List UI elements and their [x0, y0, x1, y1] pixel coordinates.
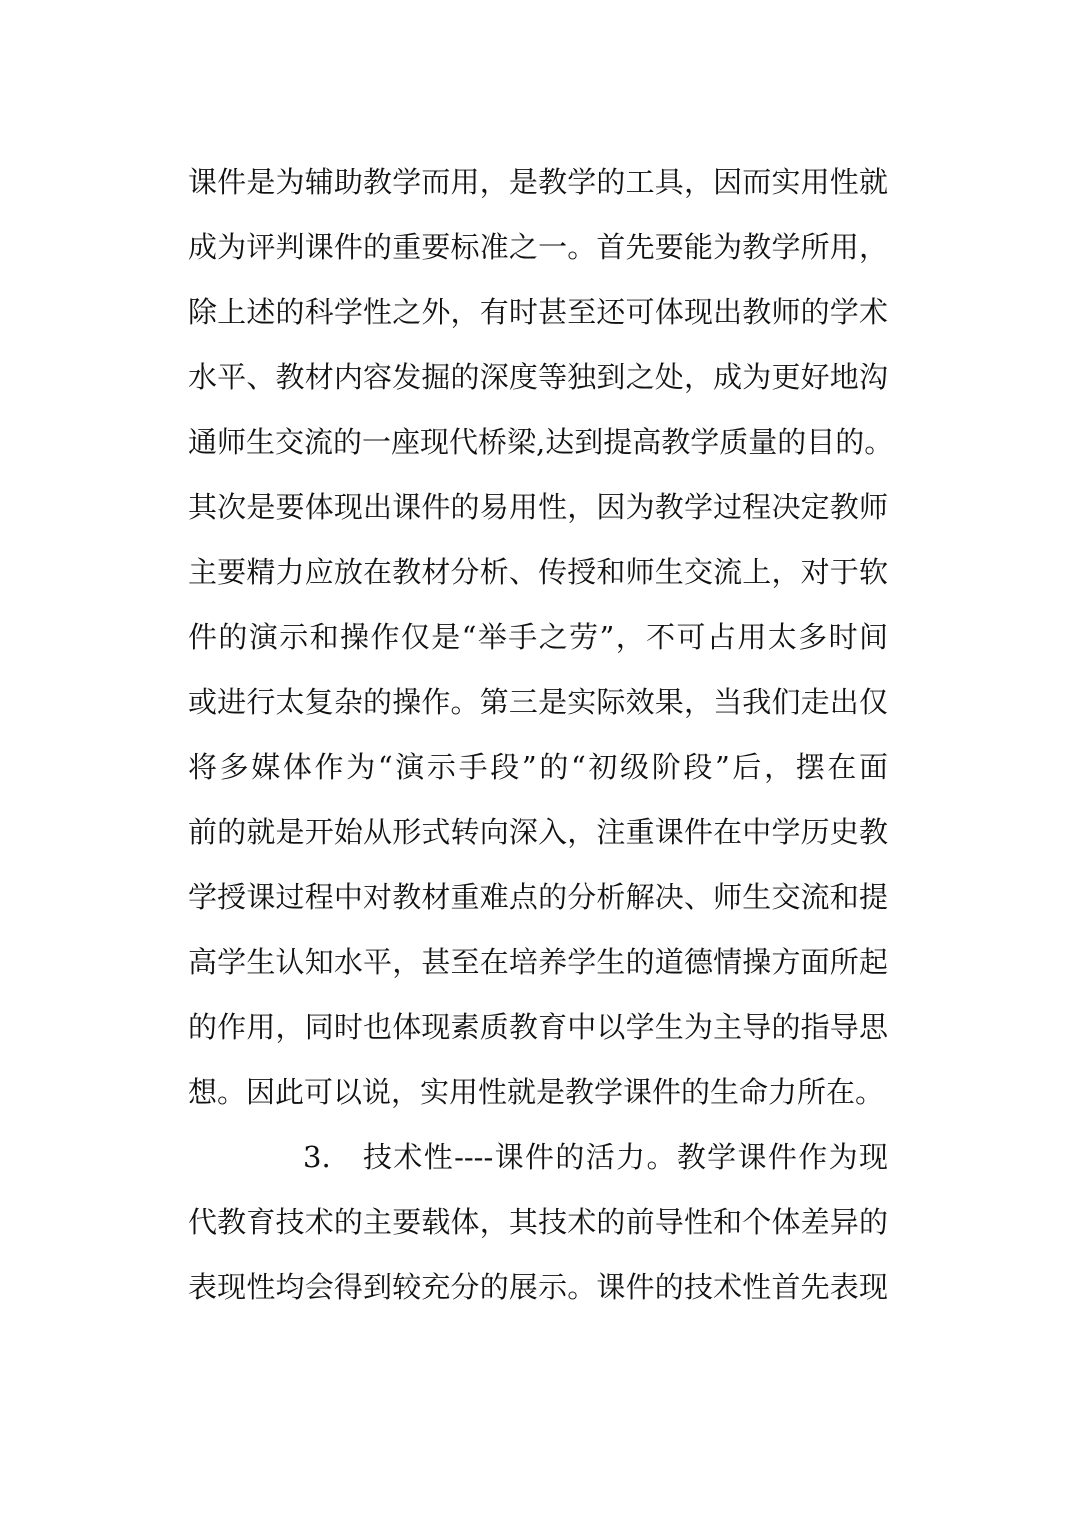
text-line: 或进行太复杂的操作。第三是实际效果，当我们走出仅 [188, 685, 888, 719]
text-line: 成为评判课件的重要标准之一。首先要能为教学所用， [188, 230, 888, 264]
text-line: 想。因此可以说，实用性就是教学课件的生命力所在。 [188, 1075, 885, 1109]
text-line: 其次是要体现出课件的易用性，因为教学过程决定教师 [188, 490, 888, 524]
text-line: 的作用，同时也体现素质教育中以学生为主导的指导思 [188, 1010, 888, 1044]
numbered-item-3 [188, 1125, 888, 1190]
text-line: 将多媒体作为“演示手段”的“初级阶段”后，摆在面 [188, 750, 888, 784]
text-line: 件的演示和操作仅是“举手之劳”，不可占用太多时间 [188, 620, 888, 654]
text-line: 水平、教材内容发掘的深度等独到之处，成为更好地沟 [188, 360, 888, 394]
text-line: 高学生认知水平，甚至在培养学生的道德情操方面所起 [188, 945, 888, 979]
item-number: 3. [303, 1140, 331, 1174]
text-line: 通师生交流的一座现代桥梁,达到提高教学质量的目的。 [188, 425, 894, 459]
text-line: 除上述的科学性之外，有时甚至还可体现出教师的学术 [188, 295, 888, 329]
text-line: 代教育技术的主要载体，其技术的前导性和个体差异的 [188, 1205, 888, 1239]
text-line: 前的就是开始从形式转向深入，注重课件在中学历史教 [188, 815, 888, 849]
text-line: 主要精力应放在教材分析、传授和师生交流上，对于软 [188, 555, 888, 589]
body-text [188, 150, 894, 1320]
text-line: 表现性均会得到较充分的展示。课件的技术性首先表现 [188, 1270, 888, 1304]
item-heading-text: 技术性----课件的活力。教学课件作为现 [363, 1140, 888, 1174]
text-line: 学授课过程中对教材重难点的分析解决、师生交流和提 [188, 880, 888, 914]
text-line: 课件是为辅助教学而用，是教学的工具，因而实用性就 [188, 165, 888, 199]
